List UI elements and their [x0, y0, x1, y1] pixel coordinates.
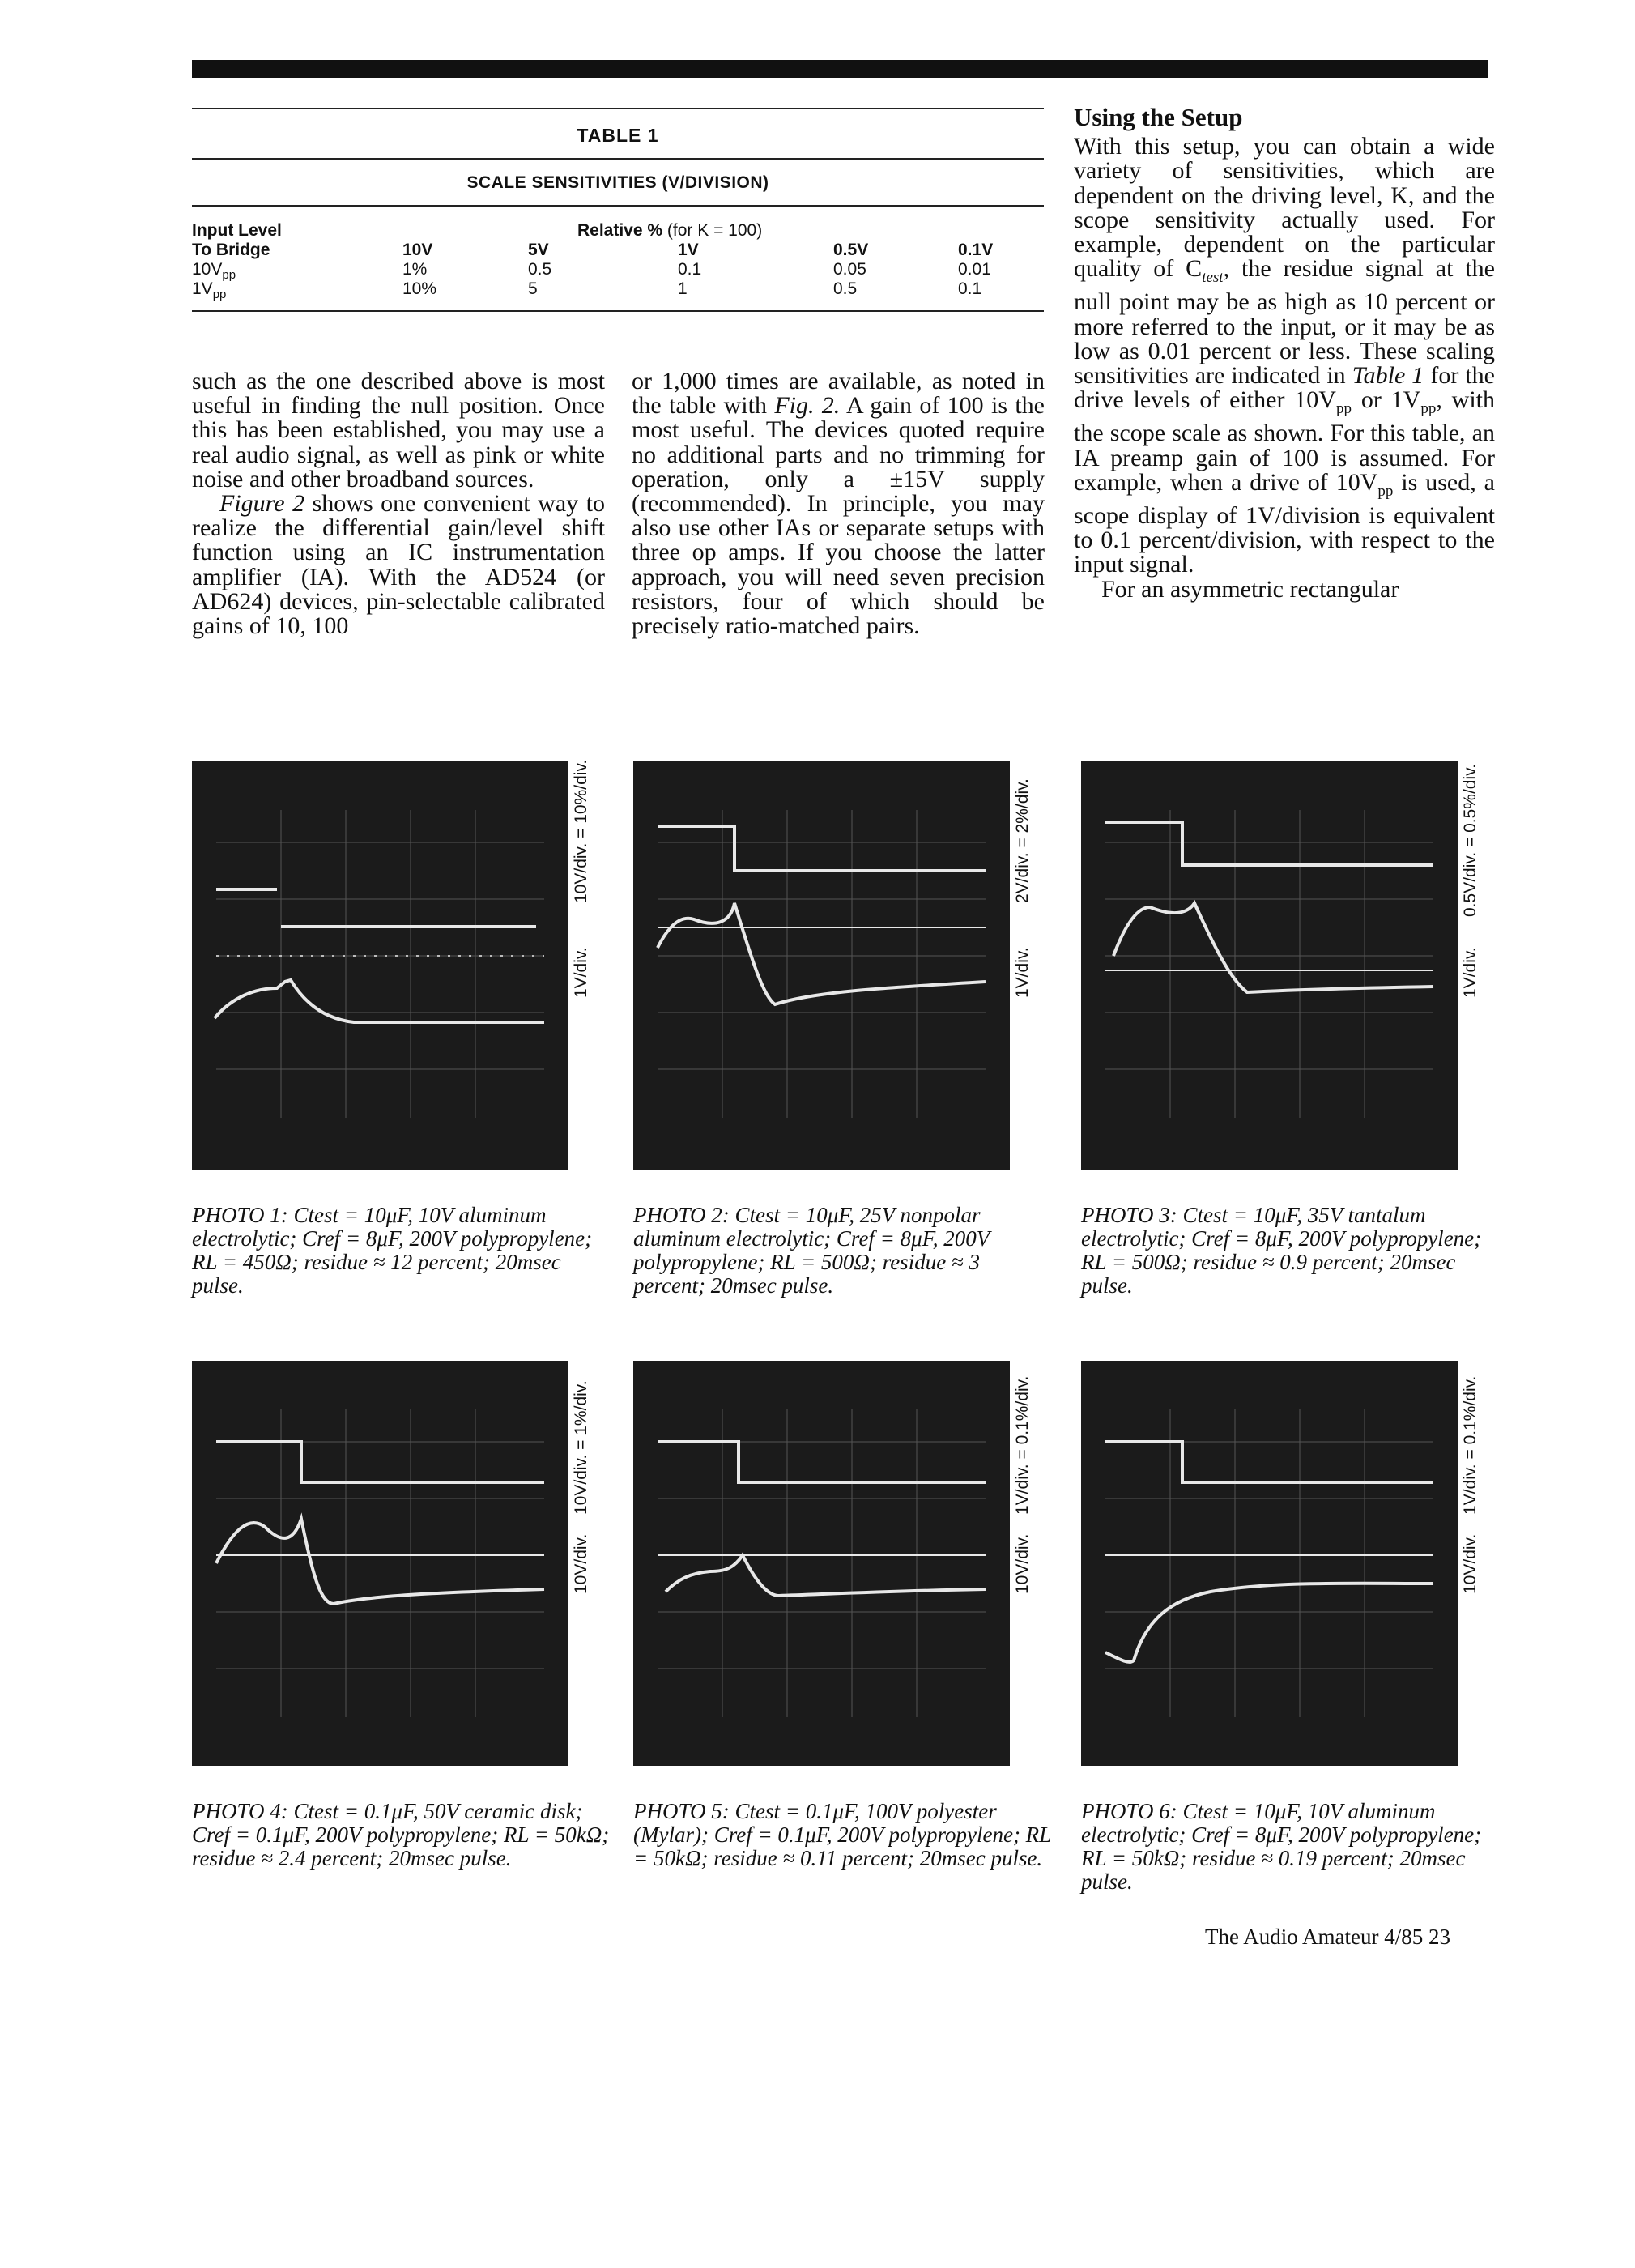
- side-label-scale: 0.5V/div. = 0.5%/div.: [1461, 764, 1480, 917]
- side-label-scale: 10V/div. = 10%/div.: [572, 759, 590, 903]
- column-header: 1V: [678, 241, 699, 259]
- table-cell: 0.01: [958, 260, 991, 279]
- photo-caption: PHOTO 3: Ctest = 10μF, 35V tantalum electrolytic; Cref = 8μF, 200V polypropylene; RL = 500Ω; residue ≈ 0.9 percent; 20msec pulse.: [1081, 1203, 1482, 1298]
- header-relative: Relative % (for K = 100): [577, 221, 763, 240]
- table-cell: 0.05: [833, 260, 866, 279]
- header-input-level: Input Level: [192, 221, 282, 240]
- paragraph: or 1,000 times are available, as noted in the table with Fig. 2. A gain of 100 is the most useful. The devices quoted require no additional parts and no trimming for operation, only a ±15V supply (recommended). In principle, you may also use other IAs or separate setups with three op amps. If you choose the latter approach, you will need seven precision resistors, four of which should be precisely ratio-matched pairs.: [632, 368, 1045, 640]
- scope-photo-4: [192, 1361, 568, 1766]
- table-rule: [192, 158, 1044, 160]
- scope-trace: [1081, 1361, 1458, 1766]
- header-to-bridge: To Bridge: [192, 241, 270, 259]
- text-column-3: [1074, 105, 1495, 602]
- photo-caption: PHOTO 5: Ctest = 0.1μF, 100V polyester (Mylar); Cref = 0.1μF, 200V polypropylene; RL = 50kΩ; residue ≈ 0.11 percent; 20msec pulse.: [633, 1799, 1051, 1870]
- column-header: 10V: [402, 241, 433, 259]
- side-label-scale: 1V/div. = 0.1%/div.: [1461, 1375, 1480, 1515]
- scope-photo-3: [1081, 761, 1458, 1170]
- row-label: $1V_{pp}$: [192, 279, 227, 302]
- scope-photo-6: [1081, 1361, 1458, 1766]
- section-heading: Using the Setup: [1074, 103, 1243, 131]
- side-label-scale: 1V/div. = 0.1%/div.: [1013, 1375, 1032, 1515]
- table-title: TABLE 1: [577, 125, 659, 146]
- page-footer: The Audio Amateur 4/85 23: [1205, 1925, 1450, 1949]
- scope-trace: [192, 761, 568, 1170]
- scope-trace: [633, 761, 1010, 1170]
- paragraph: Figure 2 shows one convenient way to realize the differential gain/level shift function using an IC instrumentation amplifier (IA). With the AD524 (or AD624) devices, pin-selectable calibrated gains of 10, 100: [192, 490, 605, 640]
- table-rule: [192, 205, 1044, 207]
- side-label-scale: 1V/div.: [1461, 947, 1480, 998]
- photo-caption: PHOTO 2: Ctest = 10μF, 25V nonpolar aluminum electrolytic; Cref = 8μF, 200V polypropylene; RL = 500Ω; residue ≈ 3 percent; 20msec pulse.: [633, 1203, 990, 1298]
- side-label-scale: 1V/div.: [572, 947, 590, 998]
- header-rule: [192, 60, 1488, 78]
- scope-trace: [192, 1361, 568, 1766]
- table-cell: 0.5: [528, 260, 552, 279]
- scope-photo-2: [633, 761, 1010, 1170]
- table-cell: 1%: [402, 260, 428, 279]
- side-label-scale: 10V/div.: [1461, 1533, 1480, 1594]
- column-header: 0.1V: [958, 241, 994, 259]
- table-rule: [192, 310, 1044, 312]
- scope-photo-1: [192, 761, 568, 1170]
- scope-trace: [1081, 761, 1458, 1170]
- scope-trace: [633, 1361, 1010, 1766]
- table-cell: 0.5: [833, 279, 858, 298]
- photo-caption: PHOTO 4: Ctest = 0.1μF, 50V ceramic disk; Cref = 0.1μF, 200V polypropylene; RL = 50kΩ; residue ≈ 2.4 percent; 20msec pulse.: [192, 1799, 610, 1870]
- photo-caption: PHOTO 1: Ctest = 10μF, 10V aluminum electrolytic; Cref = 8μF, 200V polypropylene; RL = 450Ω; residue ≈ 12 percent; 20msec pulse.: [192, 1203, 593, 1298]
- text-column-2: [632, 369, 1045, 638]
- text-column-1: [192, 369, 605, 638]
- paragraph: such as the one described above is most useful in finding the null position. Once this has been established, you may use a real audio signal, as well as pink or white noise and other broadband sources.: [192, 368, 605, 492]
- scope-photo-5: [633, 1361, 1010, 1766]
- side-label-scale: 10V/div. = 1%/div.: [572, 1380, 590, 1515]
- paragraph: For an asymmetric rectangular: [1101, 575, 1399, 603]
- column-header: 5V: [528, 241, 549, 259]
- side-label-scale: 10V/div.: [1013, 1533, 1032, 1594]
- table-cell: 1: [678, 279, 688, 298]
- table-cell: 0.1: [958, 279, 982, 298]
- side-label-scale: 10V/div.: [572, 1533, 590, 1594]
- paragraph: With this setup, you can obtain a wide variety of sensitivities, which are dependent on the driving level, K, and the scope sensitivity actually used. For example, dependent on the particular quality of $C_{test}$, the residue signal at the null point may be as high as 10 percent or more referred to the input, or it may be as low as 0.01 percent or less. These scaling sensitivities are indicated in Table 1 for the drive levels of either $10V_{pp}$ or $1V_{pp}$, with the scope scale as shown. For this table, an IA preamp gain of 100 is assumed. For example, when a drive of $10V_{pp}$ is used, a scope display of 1V/division is equivalent to 0.1 percent/division, with respect to the input signal.: [1074, 133, 1496, 578]
- side-label-scale: 1V/div.: [1013, 947, 1032, 998]
- table-subtitle: SCALE SENSITIVITIES (V/DIVISION): [466, 173, 769, 192]
- photo-caption: PHOTO 6: Ctest = 10μF, 10V aluminum electrolytic; Cref = 8μF, 200V polypropylene; RL = 50kΩ; residue ≈ 0.19 percent; 20msec pulse.: [1081, 1799, 1482, 1894]
- column-header: 0.5V: [833, 241, 869, 259]
- row-label: $10V_{pp}$: [192, 260, 236, 283]
- table-cell: 5: [528, 279, 538, 298]
- table-cell: 0.1: [678, 260, 702, 279]
- table-cell: 10%: [402, 279, 437, 298]
- table-rule: [192, 108, 1044, 109]
- side-label-scale: 2V/div. = 2%/div.: [1013, 778, 1032, 903]
